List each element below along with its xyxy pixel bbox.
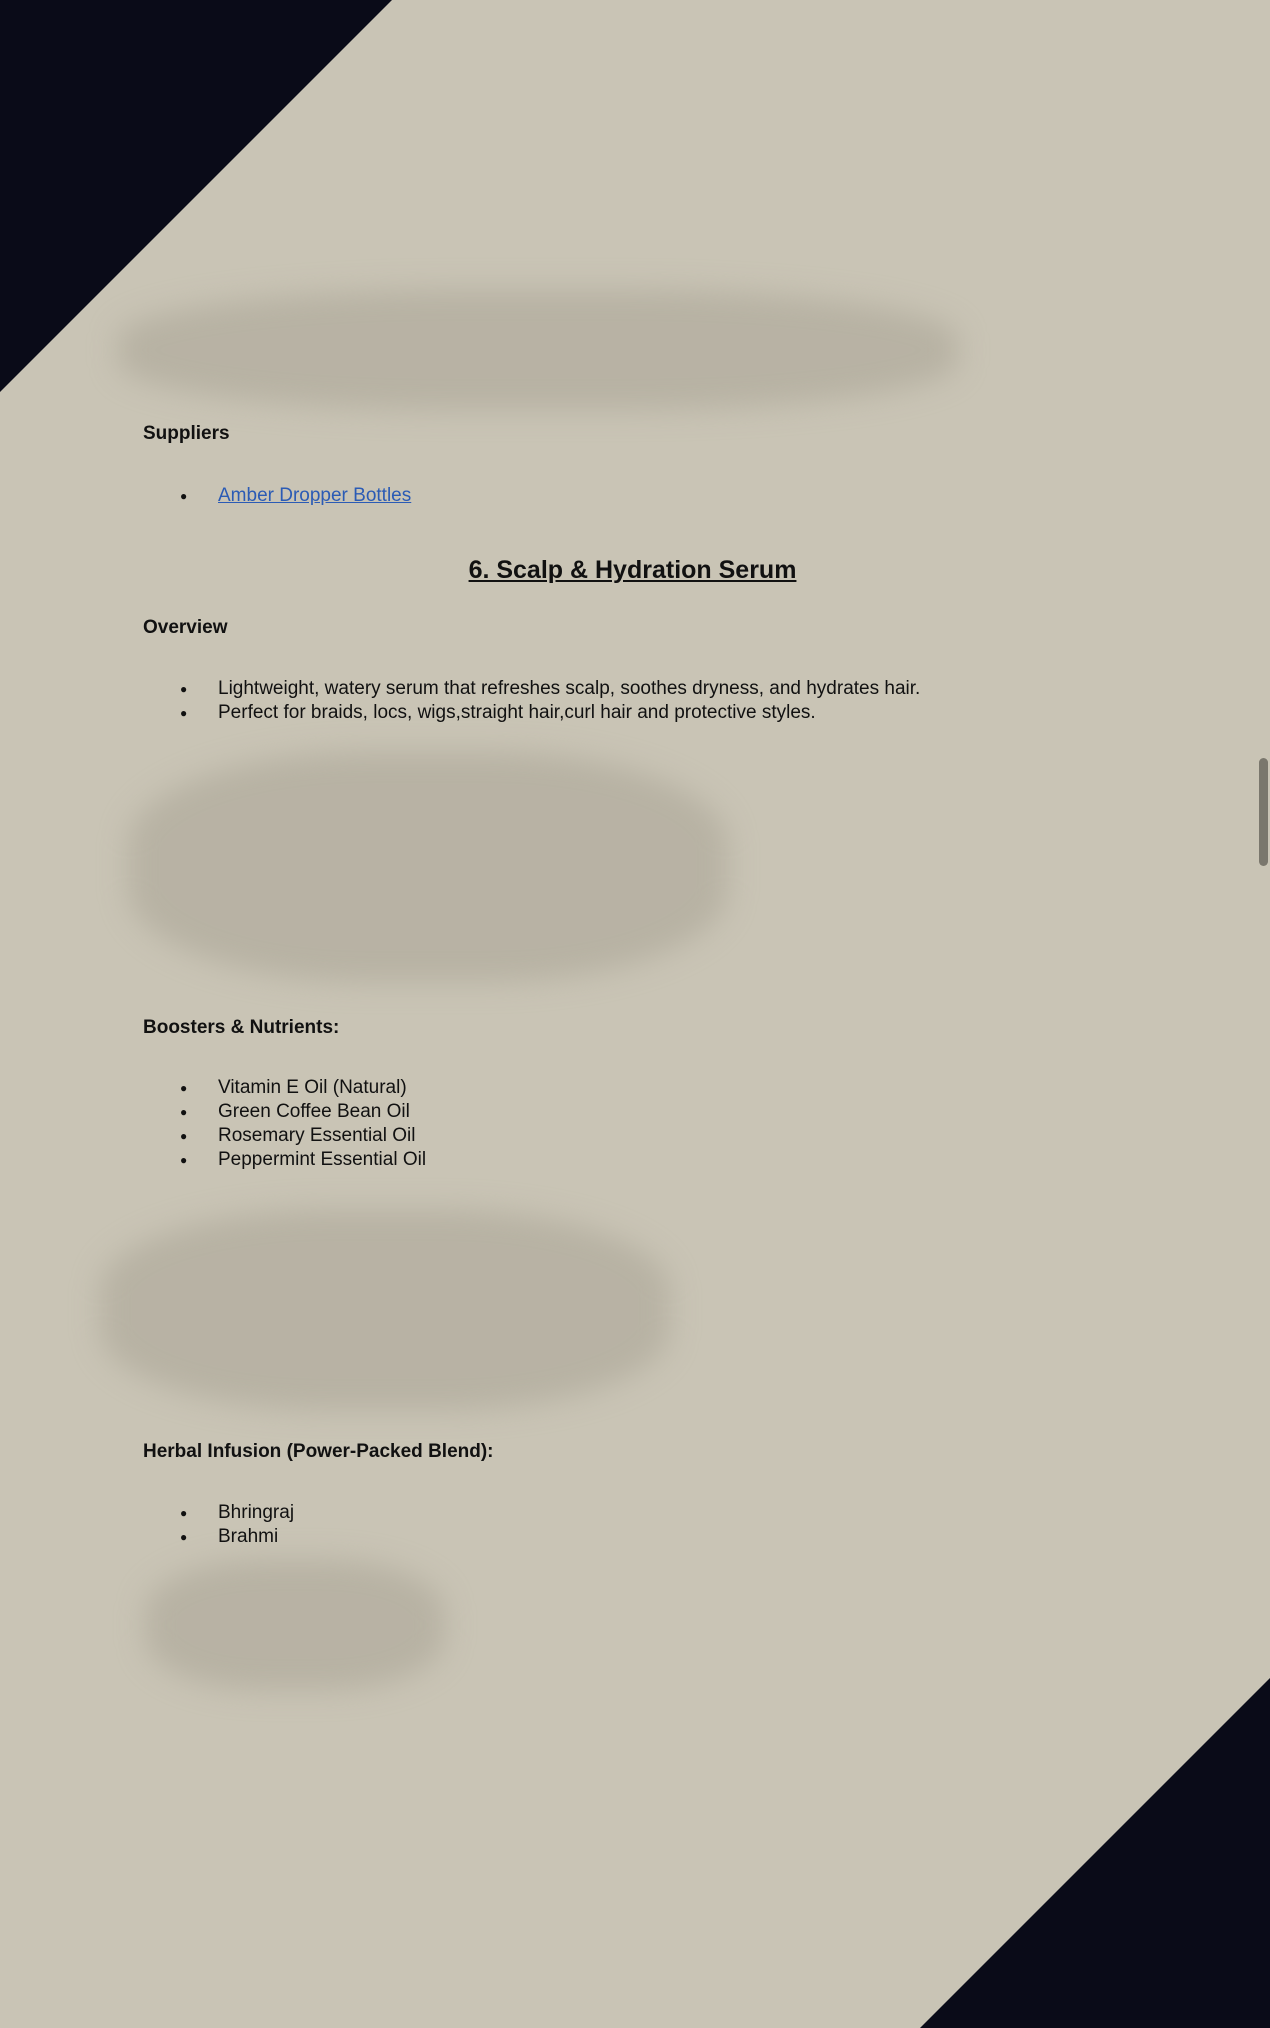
herbal-list <box>180 1501 294 1549</box>
boosters-list <box>180 1076 426 1172</box>
overview-list <box>180 677 920 725</box>
list-item: ● Bhringraj <box>180 1501 294 1525</box>
list-item: ● Vitamin E Oil (Natural) <box>180 1076 426 1100</box>
list-item: ● Green Coffee Bean Oil <box>180 1100 426 1124</box>
supplier-link[interactable]: Amber Dropper Bottles <box>218 485 412 506</box>
suppliers-heading: Suppliers <box>143 423 230 444</box>
section-title: 6. Scalp & Hydration Serum <box>468 556 797 584</box>
list-item: ● Brahmi <box>180 1525 294 1549</box>
list-item: ● Rosemary Essential Oil <box>180 1124 426 1148</box>
list-item: ● Perfect for braids, locs, wigs,straight hair,curl hair and protective styles. <box>180 701 920 725</box>
scrollbar-thumb[interactable] <box>1259 758 1268 866</box>
list-item <box>180 484 411 508</box>
suppliers-list <box>180 484 411 508</box>
herbal-heading: Herbal Infusion (Power-Packed Blend): <box>143 1441 494 1462</box>
list-item: ● Peppermint Essential Oil <box>180 1148 426 1172</box>
boosters-heading: Boosters & Nutrients: <box>143 1017 340 1038</box>
overview-heading: Overview <box>143 617 228 638</box>
list-item: ● Lightweight, watery serum that refreshes scalp, soothes dryness, and hydrates hair. <box>180 677 920 701</box>
